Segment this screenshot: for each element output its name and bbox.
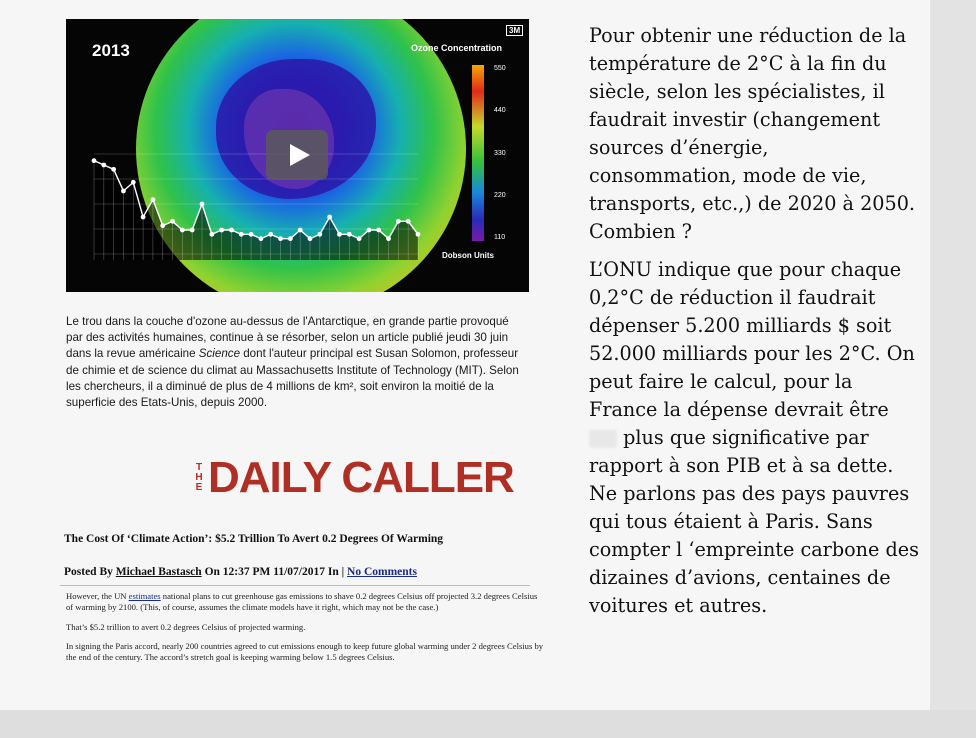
- logo-name: DAILY CALLER: [208, 453, 514, 502]
- article-paragraph: [66, 591, 546, 613]
- caption-text-1: Le trou dans la couche d'ozone au-dessus de l'Antarctique, en grande partie provoqué par des activités humaines, continue à se résorber, selon un article publié jeudi 30 juin dans la revue américaine: [66, 315, 509, 361]
- commentary-paragraph-2: [589, 256, 919, 620]
- graph-point: [337, 232, 342, 237]
- graph-point: [396, 219, 401, 224]
- blurred-value: [589, 430, 617, 448]
- commentary-text-b: plus que significative par rapport à son PIB et à sa dette. Ne parlons pas des pays pauvres qui tous étaient à Paris. Sans compter l ‘empreinte carbone des dizaines d’avions, centaines de voitures et autres.: [589, 426, 919, 617]
- graph-point: [288, 236, 293, 241]
- comments-link[interactable]: No Comments: [347, 566, 417, 578]
- colorbar-tick: 330: [494, 149, 506, 157]
- graph-point: [229, 228, 234, 233]
- graph-point: [151, 197, 156, 202]
- ozone-graph-svg: [86, 144, 426, 262]
- graph-point: [308, 236, 313, 241]
- byline-date: On 12:37 PM 11/07/2017 In |: [201, 566, 348, 578]
- video-player[interactable]: [66, 19, 529, 292]
- graph-point: [92, 158, 97, 163]
- article-caption: [66, 314, 528, 411]
- article-paragraph: In signing the Paris accord, nearly 200 countries agreed to cut emissions enough to keep future global warming under 2 degrees Celsius by the end of the century. The accord’s stretch goal is keeping warming below 1.5 degrees Celsius.: [66, 641, 544, 663]
- colorbar-tick: 550: [494, 65, 506, 72]
- commentary-text: [589, 22, 919, 630]
- units-label: Dobson Units: [442, 251, 494, 260]
- graph-point: [180, 228, 185, 233]
- caption-text-2: dont l'auteur principal est Susan Solomon, professeur de chimie et de science du climat au Massachusetts Institute of Technology (MIT). Selon les chercheurs, il a diminué de plus de 4 millions de km², soit environ la moitié de la superficie des Etats-Unis, depuis 2000.: [66, 347, 519, 410]
- play-button[interactable]: [266, 130, 328, 180]
- divider: [60, 585, 530, 586]
- article-body: [66, 591, 546, 672]
- graph-point: [170, 219, 175, 224]
- graph-point: [209, 232, 214, 237]
- graph-point: [259, 236, 264, 241]
- graph-point: [327, 215, 332, 220]
- graph-point: [347, 232, 352, 237]
- logo-the: THE: [195, 462, 203, 493]
- side-margin: [930, 0, 976, 738]
- author-link[interactable]: Michael Bastasch: [115, 566, 202, 578]
- graph-area: [94, 161, 418, 260]
- ozone-line-graph: [86, 144, 426, 262]
- play-icon: [290, 144, 310, 166]
- graph-point: [200, 202, 205, 207]
- graph-point: [406, 219, 411, 224]
- para1-end: national plans to cut greenhouse gas emissions to shave 0.2 degrees Celsius off projected 3.2 degrees Celsius of warming by 2100. (This, of course, assumes the climate models have it right, which may not be the case.): [66, 591, 538, 612]
- commentary-paragraph-1: Pour obtenir une réduction de la température de 2°C à la fin du siècle, selon les spécialistes, il faudrait investir (changement sources d’énergie, consommation, mode de vie, transports, etc.,) de 2020 à 2050. Combien ?: [589, 24, 916, 243]
- colorbar-tick: 110: [494, 234, 506, 241]
- graph-point: [367, 228, 372, 233]
- article-byline: [64, 566, 417, 578]
- graph-point: [101, 163, 106, 168]
- colorbar-ticks: [494, 65, 506, 241]
- graph-point: [416, 232, 421, 237]
- graph-point: [376, 228, 381, 233]
- byline-prefix: Posted By: [64, 566, 116, 578]
- graph-point: [219, 228, 224, 233]
- daily-caller-logo: [194, 452, 514, 504]
- graph-point: [298, 228, 303, 233]
- colorbar-tick: 220: [494, 191, 506, 199]
- graph-point: [386, 236, 391, 241]
- graph-point: [239, 232, 244, 237]
- colorbar-tick: 440: [494, 107, 506, 115]
- article-paragraph: That’s $5.2 trillion to avert 0.2 degrees Celsius of projected warming.: [66, 621, 306, 632]
- graph-point: [111, 167, 116, 172]
- video-badge: 3M: [506, 25, 523, 36]
- graph-point: [160, 223, 165, 228]
- graph-point: [131, 180, 136, 185]
- graph-point: [249, 232, 254, 237]
- graph-point: [317, 232, 322, 237]
- graph-point: [141, 215, 146, 220]
- article-headline: The Cost Of ‘Climate Action’: $5.2 Trillion To Avert 0.2 Degrees Of Warming: [64, 533, 444, 545]
- para1-start: However, the UN: [66, 591, 129, 601]
- video-year: 2013: [92, 41, 130, 60]
- legend-title: Ozone Concentration: [411, 43, 503, 53]
- estimates-link[interactable]: estimates: [128, 591, 161, 601]
- graph-point: [121, 189, 126, 194]
- bottom-margin: [0, 710, 976, 738]
- graph-point: [357, 236, 362, 241]
- commentary-text-a: L’ONU indique que pour chaque 0,2°C de réduction il faudrait dépenser 5.200 milliards $ soit 52.000 milliards pour les 2°C. On peut faire le calcul, pour la France la dépense devrait être: [589, 258, 915, 421]
- graph-point: [278, 236, 283, 241]
- graph-point: [190, 228, 195, 233]
- graph-point: [268, 232, 273, 237]
- journal-name: Science: [198, 347, 241, 361]
- ozone-colorbar: [472, 65, 484, 241]
